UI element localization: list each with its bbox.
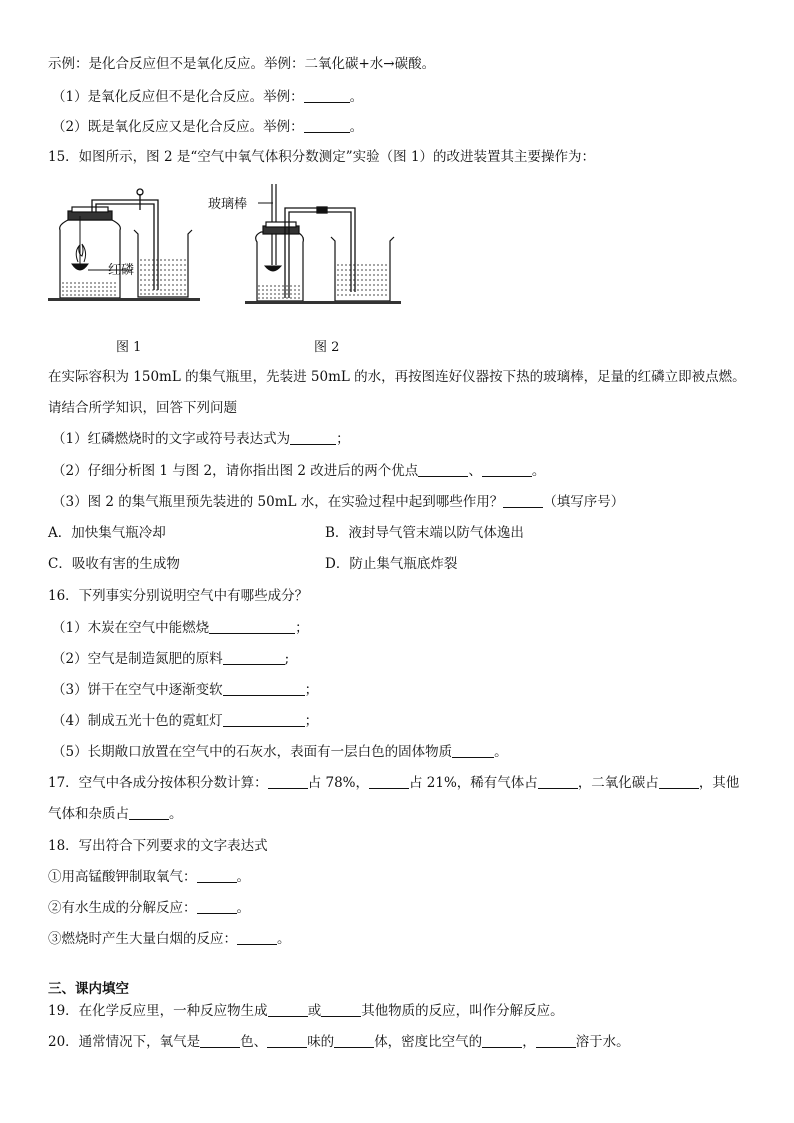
example-line: 示例：是化合反应但不是氧化反应。举例：二氧化碳+水→碳酸。	[48, 56, 436, 72]
answer-blank[interactable]	[321, 1002, 361, 1017]
answer-blank[interactable]	[268, 1002, 308, 1017]
answer-blank[interactable]	[197, 868, 237, 883]
answer-blank[interactable]	[197, 899, 237, 914]
q18-sub2: ②有水生成的分解反应： 。	[48, 900, 250, 916]
red-phosphorus-label: 红磷	[108, 263, 135, 278]
table-base	[245, 301, 401, 304]
q15-sub1: （1）红磷燃烧时的文字或符号表达式为 ；	[52, 431, 350, 447]
option-d: D．防止集气瓶底炸裂	[325, 556, 458, 572]
beaker-water	[337, 265, 388, 295]
bottle-water	[258, 286, 302, 298]
q15-title: 15．如图所示，图 2 是“空气中氧气体积分数测定”实验（图 1）的改进装置其主要操作为：	[48, 149, 596, 165]
answer-blank[interactable]	[369, 774, 409, 789]
answer-blank[interactable]	[452, 743, 494, 758]
q18-title: 18．写出符合下列要求的文字表达式	[48, 838, 268, 854]
q17-line1: 17．空气中各成分按体积分数计算： 占 78%， 占 21%，稀有气体占 ，二氧化碳占 ，其他	[48, 775, 740, 791]
q16-sub5: （5）长期敞口放置在空气中的石灰水，表面有一层白色的固体物质 。	[52, 744, 508, 760]
answer-blank[interactable]	[223, 712, 305, 727]
q15-description: 在实际容积为 150mL 的集气瓶里，先装进 50mL 的水，再按图连好仪器按下热的玻璃棒，足量的红磷立即被点燃。	[48, 369, 746, 385]
figure-1-caption: 图 1	[116, 340, 142, 355]
answer-blank[interactable]	[209, 619, 295, 634]
answer-blank[interactable]	[223, 650, 285, 665]
answer-blank[interactable]	[418, 462, 468, 477]
q15-sub3: （3）图 2 的集气瓶里预先装进的 50mL 水，在实验过程中起到哪些作用？ （填写序号）	[52, 494, 625, 510]
figure-1-apparatus	[48, 180, 208, 305]
section-title: 三、课内填空	[48, 981, 129, 997]
q18-sub1: ①用高锰酸钾制取氧气： 。	[48, 869, 250, 885]
q18-sub3: ③燃烧时产生大量白烟的反应： 。	[48, 931, 291, 947]
q16-sub4: （4）制成五光十色的霓虹灯 ；	[52, 713, 319, 729]
answer-blank[interactable]	[223, 681, 305, 696]
option-c: C．吸收有害的生成物	[48, 556, 180, 572]
beaker	[134, 230, 192, 297]
option-a: A．加快集气瓶冷却	[48, 525, 166, 541]
answer-blank[interactable]	[482, 462, 532, 477]
option-b: B．液封导气管末端以防气体逸出	[325, 525, 524, 541]
q17-line2: 气体和杂质占 。	[48, 806, 183, 822]
beaker-water	[140, 260, 186, 294]
answer-blank[interactable]	[304, 118, 350, 133]
q15-prompt: 请结合所学知识，回答下列问题	[48, 400, 237, 416]
q20: 20．通常情况下，氧气是 色、 味的 体，密度比空气的 ， 溶于水。	[48, 1034, 630, 1050]
answer-blank[interactable]	[304, 88, 350, 103]
q16-title: 16．下列事实分别说明空气中有哪些成分？	[48, 588, 309, 604]
answer-blank[interactable]	[237, 930, 277, 945]
answer-blank[interactable]	[659, 774, 699, 789]
q16-sub2: （2）空气是制造氮肥的原料 ;	[52, 651, 290, 667]
answer-blank[interactable]	[482, 1033, 522, 1048]
answer-blank[interactable]	[290, 430, 336, 445]
answer-blank[interactable]	[536, 1033, 576, 1048]
beaker	[331, 237, 394, 301]
answer-blank[interactable]	[129, 805, 169, 820]
gas-bottle	[256, 222, 304, 301]
q19: 19．在化学反应里，一种反应物生成 或 其他物质的反应，叫作分解反应。	[48, 1003, 564, 1019]
answer-blank[interactable]	[268, 774, 308, 789]
glass-rod-label: 玻璃棒	[208, 197, 248, 212]
intro-q1: （1）是氧化反应但不是化合反应。举例： 。	[52, 89, 364, 105]
q16-sub3: （3）饼干在空气中逐渐变软 ；	[52, 682, 319, 698]
q15-sub2: （2）仔细分析图 1 与图 2，请你指出图 2 改进后的两个优点 、 。	[52, 463, 546, 479]
answer-blank[interactable]	[200, 1033, 240, 1048]
connecting-tube	[285, 207, 355, 298]
answer-blank[interactable]	[334, 1033, 374, 1048]
answer-blank[interactable]	[538, 774, 578, 789]
answer-blank[interactable]	[503, 493, 543, 508]
intro-q2: （2）既是氧化反应又是化合反应。举例： 。	[52, 119, 364, 135]
answer-blank[interactable]	[267, 1033, 307, 1048]
burning-spoon	[72, 216, 132, 270]
table-base	[48, 298, 200, 301]
figure-2-apparatus	[205, 180, 405, 305]
figure-2-caption: 图 2	[314, 340, 340, 355]
q16-sub1: （1）木炭在空气中能燃烧 ；	[52, 620, 309, 636]
